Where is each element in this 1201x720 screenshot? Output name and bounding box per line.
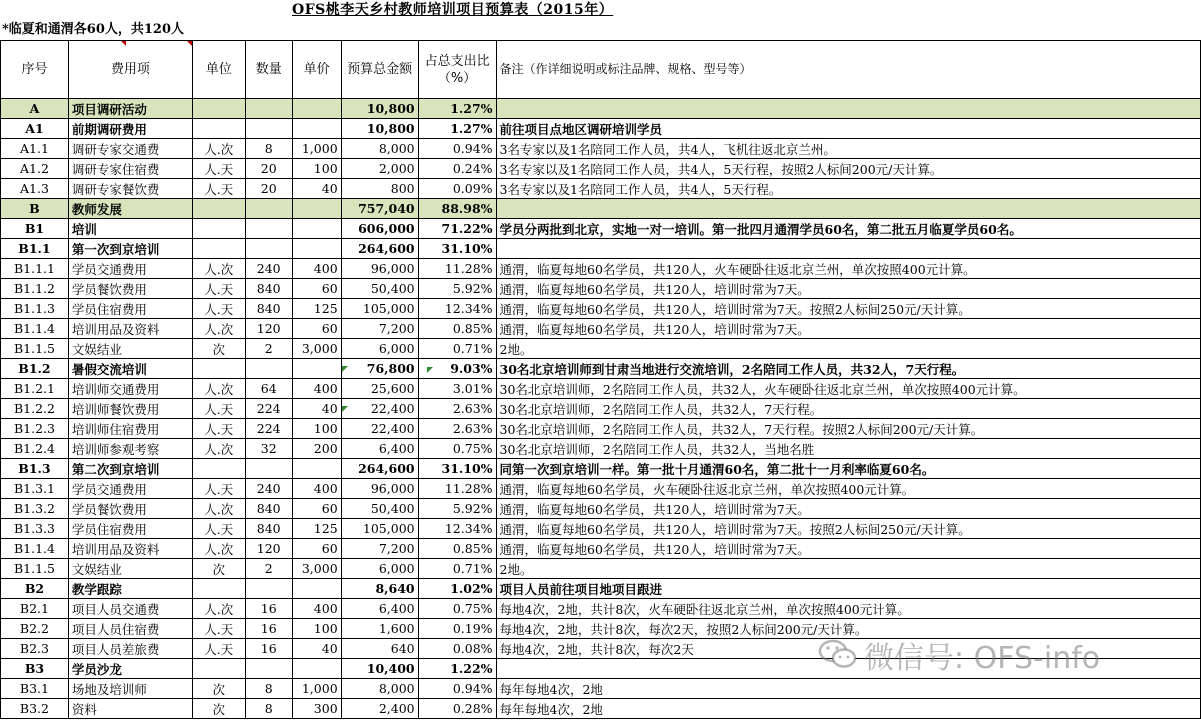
row-item[interactable]: 场地及培训师 bbox=[68, 679, 192, 699]
row-price[interactable] bbox=[292, 99, 341, 119]
row-price[interactable] bbox=[292, 459, 341, 479]
row-total[interactable]: 105,000 bbox=[341, 299, 418, 319]
header-qty[interactable]: 数量 bbox=[245, 41, 292, 99]
row-note[interactable]: 每年每地4次，2地 bbox=[496, 679, 1200, 699]
table-row bbox=[1, 679, 1201, 699]
row-number[interactable]: B1.1 bbox=[1, 239, 69, 259]
row-note[interactable]: 项目人员前往项目地项目跟进 bbox=[496, 579, 1200, 599]
table-row bbox=[1, 579, 1201, 599]
row-number[interactable]: B1.2 bbox=[1, 359, 69, 379]
row-price[interactable]: 1,000 bbox=[292, 139, 341, 159]
row-price[interactable] bbox=[292, 199, 341, 219]
row-note[interactable]: 30名北京培训师，2名陪同工作人员，共32人，当地名胜 bbox=[496, 439, 1200, 459]
table-row bbox=[1, 139, 1201, 159]
row-unit[interactable] bbox=[192, 119, 245, 139]
row-total[interactable]: 8,000 bbox=[341, 139, 418, 159]
row-note[interactable]: 学员分两批到北京，实地一对一培训。第一批四月通渭学员60名，第二批五月临夏学员60名。 bbox=[496, 219, 1200, 239]
row-item[interactable]: 文娱结业 bbox=[68, 559, 192, 579]
row-price[interactable]: 100 bbox=[292, 419, 341, 439]
row-pct[interactable]: 0.71% bbox=[418, 559, 496, 579]
row-price[interactable]: 400 bbox=[292, 479, 341, 499]
row-unit[interactable]: 人.天 bbox=[192, 639, 245, 659]
row-note[interactable]: 每年每地4次，2地 bbox=[496, 699, 1200, 719]
row-item[interactable]: 项目人员差旅费 bbox=[68, 639, 192, 659]
row-qty[interactable]: 16 bbox=[245, 639, 292, 659]
row-number[interactable]: B1.2.2 bbox=[1, 399, 69, 419]
row-qty[interactable] bbox=[245, 119, 292, 139]
row-note[interactable]: 通渭，临夏每地60名学员，共120人，培训时常为7天。 bbox=[496, 319, 1200, 339]
row-total[interactable]: 757,040 bbox=[341, 199, 418, 219]
row-item[interactable]: 学员交通费用 bbox=[68, 479, 192, 499]
sheet-title-text: OFS桃李天乡村教师培训项目预算表（2015年） bbox=[292, 2, 614, 18]
row-number[interactable]: B2.2 bbox=[1, 619, 69, 639]
row-qty[interactable]: 240 bbox=[245, 479, 292, 499]
row-pct[interactable]: 88.98% bbox=[418, 199, 496, 219]
table-row bbox=[1, 399, 1201, 419]
row-pct[interactable]: 0.75% bbox=[418, 599, 496, 619]
row-price[interactable]: 400 bbox=[292, 599, 341, 619]
row-pct[interactable]: 12.34% bbox=[418, 519, 496, 539]
row-item[interactable]: 暑假交流培训 bbox=[68, 359, 192, 379]
row-unit[interactable]: 人.天 bbox=[192, 159, 245, 179]
row-price[interactable]: 60 bbox=[292, 499, 341, 519]
row-note[interactable]: 每地4次，2地，共计8次，火车硬卧往返北京兰州，单次按照400元计算。 bbox=[496, 599, 1200, 619]
row-unit[interactable]: 人.次 bbox=[192, 319, 245, 339]
row-item[interactable]: 文娱结业 bbox=[68, 339, 192, 359]
row-number[interactable]: B1.1.3 bbox=[1, 299, 69, 319]
row-total[interactable]: 10,400 bbox=[341, 659, 418, 679]
row-number[interactable]: B2.1 bbox=[1, 599, 69, 619]
row-qty[interactable] bbox=[245, 359, 292, 379]
row-pct[interactable]: 0.09% bbox=[418, 179, 496, 199]
row-qty[interactable]: 64 bbox=[245, 379, 292, 399]
row-total[interactable]: 264,600 bbox=[341, 239, 418, 259]
row-pct[interactable]: 0.85% bbox=[418, 319, 496, 339]
table-row bbox=[1, 339, 1201, 359]
row-number[interactable]: B1 bbox=[1, 219, 69, 239]
row-price[interactable] bbox=[292, 579, 341, 599]
budget-table bbox=[0, 40, 1201, 719]
row-note[interactable]: 同第一次到京培训一样。第一批十月通渭60名，第二批十一月利率临夏60名。 bbox=[496, 459, 1200, 479]
watermark-text: 微信号: OFS-info bbox=[864, 641, 1101, 676]
row-total[interactable]: 8,000 bbox=[341, 679, 418, 699]
row-total[interactable]: 800 bbox=[341, 179, 418, 199]
row-item[interactable]: 培训师住宿费用 bbox=[68, 419, 192, 439]
note-indicator-icon[interactable] bbox=[342, 366, 348, 372]
row-number[interactable]: B1.3.2 bbox=[1, 499, 69, 519]
row-number[interactable]: B bbox=[1, 199, 69, 219]
table-row bbox=[1, 119, 1201, 139]
row-note[interactable] bbox=[496, 199, 1200, 219]
row-note[interactable]: 通渭，临夏每地60名学员，火车硬卧往返北京兰州，单次按照400元计算。 bbox=[496, 479, 1200, 499]
row-total[interactable]: 1,600 bbox=[341, 619, 418, 639]
row-price[interactable]: 125 bbox=[292, 299, 341, 319]
row-total[interactable]: 8,640 bbox=[341, 579, 418, 599]
table-row bbox=[1, 699, 1201, 719]
row-unit[interactable]: 人.次 bbox=[192, 139, 245, 159]
row-total[interactable]: 105,000 bbox=[341, 519, 418, 539]
row-unit[interactable] bbox=[192, 459, 245, 479]
row-note[interactable]: 通渭，临夏每地60名学员，共120人，培训时常为7天。 bbox=[496, 499, 1200, 519]
row-unit[interactable] bbox=[192, 219, 245, 239]
row-note[interactable]: 2地。 bbox=[496, 559, 1200, 579]
row-qty[interactable]: 120 bbox=[245, 539, 292, 559]
row-note[interactable]: 30名北京培训师，2名陪同工作人员，共32人，火车硬卧往返北京兰州，单次按照400元计算。 bbox=[496, 379, 1200, 399]
row-total[interactable]: 50,400 bbox=[341, 499, 418, 519]
table-row bbox=[1, 499, 1201, 519]
row-unit[interactable]: 人.天 bbox=[192, 179, 245, 199]
header-row bbox=[1, 41, 1201, 99]
row-item[interactable]: 学员交通费用 bbox=[68, 259, 192, 279]
row-qty[interactable] bbox=[245, 659, 292, 679]
row-qty[interactable] bbox=[245, 579, 292, 599]
table-row bbox=[1, 319, 1201, 339]
note-indicator-icon[interactable] bbox=[427, 367, 433, 373]
row-qty[interactable]: 224 bbox=[245, 399, 292, 419]
row-unit[interactable] bbox=[192, 99, 245, 119]
row-unit[interactable]: 人.天 bbox=[192, 299, 245, 319]
header-remark[interactable]: 备注（作详细说明或标注品牌、规格、型号等） bbox=[496, 41, 1200, 99]
row-pct[interactable]: 1.02% bbox=[418, 579, 496, 599]
header-item[interactable]: 费用项 bbox=[68, 41, 192, 99]
row-total[interactable]: 6,000 bbox=[341, 559, 418, 579]
table-row bbox=[1, 99, 1201, 119]
row-pct[interactable]: 1.27% bbox=[418, 119, 496, 139]
row-total[interactable]: 10,800 bbox=[341, 99, 418, 119]
table-row bbox=[1, 559, 1201, 579]
row-number[interactable]: B3.1 bbox=[1, 679, 69, 699]
row-price[interactable]: 200 bbox=[292, 439, 341, 459]
row-total[interactable]: 6,400 bbox=[341, 599, 418, 619]
row-price[interactable]: 400 bbox=[292, 259, 341, 279]
row-item[interactable]: 培训师参观考察 bbox=[68, 439, 192, 459]
row-total[interactable]: 264,600 bbox=[341, 459, 418, 479]
row-pct[interactable]: 0.28% bbox=[418, 699, 496, 719]
wechat-icon bbox=[818, 638, 858, 681]
row-pct[interactable]: 3.01% bbox=[418, 379, 496, 399]
row-total[interactable]: 7,200 bbox=[341, 319, 418, 339]
row-qty[interactable]: 8 bbox=[245, 679, 292, 699]
row-pct[interactable]: 2.63% bbox=[418, 419, 496, 439]
row-unit[interactable]: 人.次 bbox=[192, 259, 245, 279]
row-price[interactable]: 60 bbox=[292, 319, 341, 339]
row-total[interactable]: 7,200 bbox=[341, 539, 418, 559]
row-pct[interactable]: 31.10% bbox=[418, 239, 496, 259]
row-unit[interactable]: 人.天 bbox=[192, 399, 245, 419]
row-total[interactable]: 2,000 bbox=[341, 159, 418, 179]
row-note[interactable]: 通渭，临夏每地60名学员，共120人，培训时常为7天。按照2人标间250元/天计算。 bbox=[496, 299, 1200, 319]
table-row bbox=[1, 439, 1201, 459]
row-unit[interactable]: 人.天 bbox=[192, 519, 245, 539]
row-price[interactable]: 400 bbox=[292, 379, 341, 399]
row-qty[interactable]: 8 bbox=[245, 699, 292, 719]
row-price[interactable] bbox=[292, 219, 341, 239]
row-note[interactable]: 前往项目点地区调研培训学员 bbox=[496, 119, 1200, 139]
row-note[interactable]: 3名专家以及1名陪同工作人员，共4人，5天行程，按照2人标间200元/天计算。 bbox=[496, 159, 1200, 179]
row-total[interactable]: 6,000 bbox=[341, 339, 418, 359]
row-note[interactable]: 每地4次，2地，共计8次，每次2天，按照2人标间200元/天计算。 bbox=[496, 619, 1200, 639]
header-total[interactable]: 预算总金额 bbox=[341, 41, 418, 99]
row-number[interactable]: B1.1.1 bbox=[1, 259, 69, 279]
row-note[interactable]: 30名北京培训师，2名陪同工作人员，共32人，7天行程。 bbox=[496, 399, 1200, 419]
watermark bbox=[818, 638, 1178, 678]
table-row bbox=[1, 239, 1201, 259]
table-row bbox=[1, 419, 1201, 439]
row-total[interactable]: 96,000 bbox=[341, 259, 418, 279]
row-number[interactable]: B3 bbox=[1, 659, 69, 679]
row-unit[interactable]: 次 bbox=[192, 339, 245, 359]
row-unit[interactable] bbox=[192, 579, 245, 599]
row-item[interactable]: 学员餐饮费用 bbox=[68, 499, 192, 519]
row-number[interactable]: B1.1.4 bbox=[1, 539, 69, 559]
row-total[interactable]: 2,400 bbox=[341, 699, 418, 719]
row-total[interactable]: 22,400 bbox=[341, 399, 418, 419]
row-qty[interactable] bbox=[245, 199, 292, 219]
header-no[interactable]: 序号 bbox=[1, 41, 69, 99]
row-price[interactable]: 3,000 bbox=[292, 339, 341, 359]
row-unit[interactable]: 人.天 bbox=[192, 279, 245, 299]
row-note[interactable]: 3名专家以及1名陪同工作人员，共4人，5天行程。 bbox=[496, 179, 1200, 199]
header-pct[interactable]: 占总支出比（%） bbox=[418, 41, 496, 99]
row-note[interactable]: 通渭，临夏每地60名学员，共120人，培训时常为7天。 bbox=[496, 279, 1200, 299]
row-qty[interactable]: 840 bbox=[245, 299, 292, 319]
row-note[interactable] bbox=[496, 99, 1200, 119]
row-item[interactable]: 第二次到京培训 bbox=[68, 459, 192, 479]
row-unit[interactable]: 人.天 bbox=[192, 619, 245, 639]
row-number[interactable]: A bbox=[1, 99, 69, 119]
row-number[interactable]: A1.3 bbox=[1, 179, 69, 199]
row-note[interactable]: 2地。 bbox=[496, 339, 1200, 359]
row-total[interactable]: 76,800 bbox=[341, 359, 418, 379]
table-row bbox=[1, 199, 1201, 219]
row-unit[interactable]: 人.次 bbox=[192, 439, 245, 459]
row-price[interactable]: 300 bbox=[292, 699, 341, 719]
row-pct[interactable]: 0.24% bbox=[418, 159, 496, 179]
row-pct[interactable]: 0.75% bbox=[418, 439, 496, 459]
row-item[interactable]: 培训师交通费用 bbox=[68, 379, 192, 399]
row-item[interactable]: 调研专家交通费 bbox=[68, 139, 192, 159]
row-price[interactable]: 60 bbox=[292, 539, 341, 559]
row-item[interactable]: 调研专家住宿费 bbox=[68, 159, 192, 179]
row-unit[interactable]: 人.天 bbox=[192, 419, 245, 439]
table-row bbox=[1, 299, 1201, 319]
row-unit[interactable]: 人.天 bbox=[192, 479, 245, 499]
row-price[interactable] bbox=[292, 119, 341, 139]
table-row bbox=[1, 179, 1201, 199]
row-item[interactable]: 培训用品及资料 bbox=[68, 539, 192, 559]
row-qty[interactable]: 8 bbox=[245, 139, 292, 159]
row-qty[interactable]: 224 bbox=[245, 419, 292, 439]
row-price[interactable]: 1,000 bbox=[292, 679, 341, 699]
row-item[interactable]: 学员住宿费用 bbox=[68, 299, 192, 319]
row-number[interactable]: B1.1.2 bbox=[1, 279, 69, 299]
table-row bbox=[1, 259, 1201, 279]
row-total[interactable]: 10,800 bbox=[341, 119, 418, 139]
row-price[interactable]: 40 bbox=[292, 399, 341, 419]
row-pct[interactable]: 0.85% bbox=[418, 539, 496, 559]
row-price[interactable]: 60 bbox=[292, 279, 341, 299]
sheet-subtitle: *临夏和通渭各60人，共120人 bbox=[2, 22, 185, 37]
row-qty[interactable]: 240 bbox=[245, 259, 292, 279]
row-number[interactable]: B3.2 bbox=[1, 699, 69, 719]
row-qty[interactable]: 2 bbox=[245, 339, 292, 359]
row-qty[interactable] bbox=[245, 239, 292, 259]
row-number[interactable]: A1 bbox=[1, 119, 69, 139]
row-pct[interactable]: 0.19% bbox=[418, 619, 496, 639]
row-item[interactable]: 项目人员住宿费 bbox=[68, 619, 192, 639]
row-total[interactable]: 25,600 bbox=[341, 379, 418, 399]
table-row bbox=[1, 459, 1201, 479]
row-item[interactable]: 前期调研费用 bbox=[68, 119, 192, 139]
row-price[interactable]: 100 bbox=[292, 619, 341, 639]
row-item[interactable]: 培训 bbox=[68, 219, 192, 239]
row-number[interactable]: B1.3.3 bbox=[1, 519, 69, 539]
row-pct[interactable]: 11.28% bbox=[418, 479, 496, 499]
row-unit[interactable] bbox=[192, 239, 245, 259]
row-item[interactable]: 第一次到京培训 bbox=[68, 239, 192, 259]
row-price[interactable]: 3,000 bbox=[292, 559, 341, 579]
row-total[interactable]: 640 bbox=[341, 639, 418, 659]
row-pct[interactable]: 0.94% bbox=[418, 139, 496, 159]
table-row bbox=[1, 279, 1201, 299]
row-unit[interactable] bbox=[192, 359, 245, 379]
row-price[interactable] bbox=[292, 359, 341, 379]
row-total[interactable]: 606,000 bbox=[341, 219, 418, 239]
row-number[interactable]: A1.2 bbox=[1, 159, 69, 179]
row-price[interactable] bbox=[292, 239, 341, 259]
header-unit[interactable]: 单位 bbox=[192, 41, 245, 99]
row-unit[interactable] bbox=[192, 659, 245, 679]
row-note[interactable] bbox=[496, 239, 1200, 259]
row-number[interactable]: B1.2.3 bbox=[1, 419, 69, 439]
row-qty[interactable]: 16 bbox=[245, 619, 292, 639]
header-price[interactable]: 单价 bbox=[292, 41, 341, 99]
row-pct[interactable]: 5.92% bbox=[418, 499, 496, 519]
sheet-title bbox=[0, 0, 1201, 20]
row-item[interactable]: 学员餐饮费用 bbox=[68, 279, 192, 299]
row-qty[interactable]: 2 bbox=[245, 559, 292, 579]
row-item[interactable]: 培训用品及资料 bbox=[68, 319, 192, 339]
table-row bbox=[1, 359, 1201, 379]
row-qty[interactable]: 840 bbox=[245, 499, 292, 519]
row-pct[interactable]: 0.94% bbox=[418, 679, 496, 699]
row-number[interactable]: B2.3 bbox=[1, 639, 69, 659]
row-item[interactable]: 项目调研活动 bbox=[68, 99, 192, 119]
row-price[interactable]: 100 bbox=[292, 159, 341, 179]
table-row bbox=[1, 619, 1201, 639]
row-qty[interactable] bbox=[245, 99, 292, 119]
row-item[interactable]: 教学跟踪 bbox=[68, 579, 192, 599]
row-item[interactable]: 学员住宿费用 bbox=[68, 519, 192, 539]
row-total[interactable]: 6,400 bbox=[341, 439, 418, 459]
row-pct[interactable]: 0.08% bbox=[418, 639, 496, 659]
row-total[interactable]: 50,400 bbox=[341, 279, 418, 299]
row-price[interactable]: 40 bbox=[292, 639, 341, 659]
row-qty[interactable]: 840 bbox=[245, 519, 292, 539]
row-pct[interactable]: 2.63% bbox=[418, 399, 496, 419]
table-row bbox=[1, 479, 1201, 499]
row-total[interactable]: 22,400 bbox=[341, 419, 418, 439]
row-note[interactable]: 30名北京培训师到甘肃当地进行交流培训，2名陪同工作人员，共32人，7天行程。 bbox=[496, 359, 1200, 379]
row-pct[interactable]: 71.22% bbox=[418, 219, 496, 239]
row-number[interactable]: B1.1.5 bbox=[1, 559, 69, 579]
table-row bbox=[1, 539, 1201, 559]
row-price[interactable]: 125 bbox=[292, 519, 341, 539]
row-number[interactable]: B2 bbox=[1, 579, 69, 599]
row-number[interactable]: A1.1 bbox=[1, 139, 69, 159]
table-row bbox=[1, 599, 1201, 619]
table-row bbox=[1, 159, 1201, 179]
row-pct[interactable]: 5.92% bbox=[418, 279, 496, 299]
row-unit[interactable]: 人.次 bbox=[192, 599, 245, 619]
table-body bbox=[1, 99, 1201, 719]
row-note[interactable]: 通渭，临夏每地60名学员，共120人，火车硬卧往返北京兰州，单次按照400元计算。 bbox=[496, 259, 1200, 279]
row-item[interactable]: 教师发展 bbox=[68, 199, 192, 219]
row-pct[interactable]: 0.71% bbox=[418, 339, 496, 359]
table-row bbox=[1, 519, 1201, 539]
row-unit[interactable] bbox=[192, 199, 245, 219]
row-item[interactable]: 项目人员交通费 bbox=[68, 599, 192, 619]
row-item[interactable]: 资料 bbox=[68, 699, 192, 719]
row-total[interactable]: 96,000 bbox=[341, 479, 418, 499]
row-qty[interactable]: 20 bbox=[245, 159, 292, 179]
row-number[interactable]: B1.3.1 bbox=[1, 479, 69, 499]
row-note[interactable]: 30名北京培训师，2名陪同工作人员，共32人，7天行程。按照2人标间200元/天计算。 bbox=[496, 419, 1200, 439]
row-qty[interactable]: 120 bbox=[245, 319, 292, 339]
row-unit[interactable]: 次 bbox=[192, 559, 245, 579]
row-pct[interactable]: 31.10% bbox=[418, 459, 496, 479]
table-row bbox=[1, 379, 1201, 399]
row-price[interactable] bbox=[292, 659, 341, 679]
row-unit[interactable]: 次 bbox=[192, 699, 245, 719]
row-pct[interactable]: 1.27% bbox=[418, 99, 496, 119]
note-indicator-icon[interactable] bbox=[342, 406, 348, 412]
table-row bbox=[1, 219, 1201, 239]
row-unit[interactable]: 次 bbox=[192, 679, 245, 699]
row-qty[interactable]: 16 bbox=[245, 599, 292, 619]
row-number[interactable]: B1.2.1 bbox=[1, 379, 69, 399]
row-item[interactable]: 调研专家餐饮费 bbox=[68, 179, 192, 199]
row-unit[interactable]: 人.次 bbox=[192, 499, 245, 519]
row-item[interactable]: 学员沙龙 bbox=[68, 659, 192, 679]
row-number[interactable]: B1.3 bbox=[1, 459, 69, 479]
row-qty[interactable]: 840 bbox=[245, 279, 292, 299]
row-qty[interactable] bbox=[245, 219, 292, 239]
row-number[interactable]: B1.2.4 bbox=[1, 439, 69, 459]
row-note[interactable]: 3名专家以及1名陪同工作人员，共4人，飞机往返北京兰州。 bbox=[496, 139, 1200, 159]
row-note[interactable]: 每地4次，2地，共计8次，每次2天 bbox=[496, 639, 1200, 659]
row-pct[interactable]: 1.22% bbox=[418, 659, 496, 679]
row-qty[interactable] bbox=[245, 459, 292, 479]
row-note[interactable]: 通渭，临夏每地60名学员，共120人，培训时常为7天。按照2人标间250元/天计算。 bbox=[496, 519, 1200, 539]
row-pct[interactable]: 12.34% bbox=[418, 299, 496, 319]
row-unit[interactable]: 人.次 bbox=[192, 539, 245, 559]
row-pct[interactable]: 9.03% bbox=[418, 359, 496, 379]
row-pct[interactable]: 11.28% bbox=[418, 259, 496, 279]
row-qty[interactable]: 32 bbox=[245, 439, 292, 459]
row-unit[interactable]: 人.次 bbox=[192, 379, 245, 399]
row-qty[interactable]: 20 bbox=[245, 179, 292, 199]
row-number[interactable]: B1.1.4 bbox=[1, 319, 69, 339]
row-number[interactable]: B1.1.5 bbox=[1, 339, 69, 359]
row-note[interactable]: 通渭，临夏每地60名学员，共120人，培训时常为7天。 bbox=[496, 539, 1200, 559]
row-price[interactable]: 40 bbox=[292, 179, 341, 199]
row-item[interactable]: 培训师餐饮费用 bbox=[68, 399, 192, 419]
